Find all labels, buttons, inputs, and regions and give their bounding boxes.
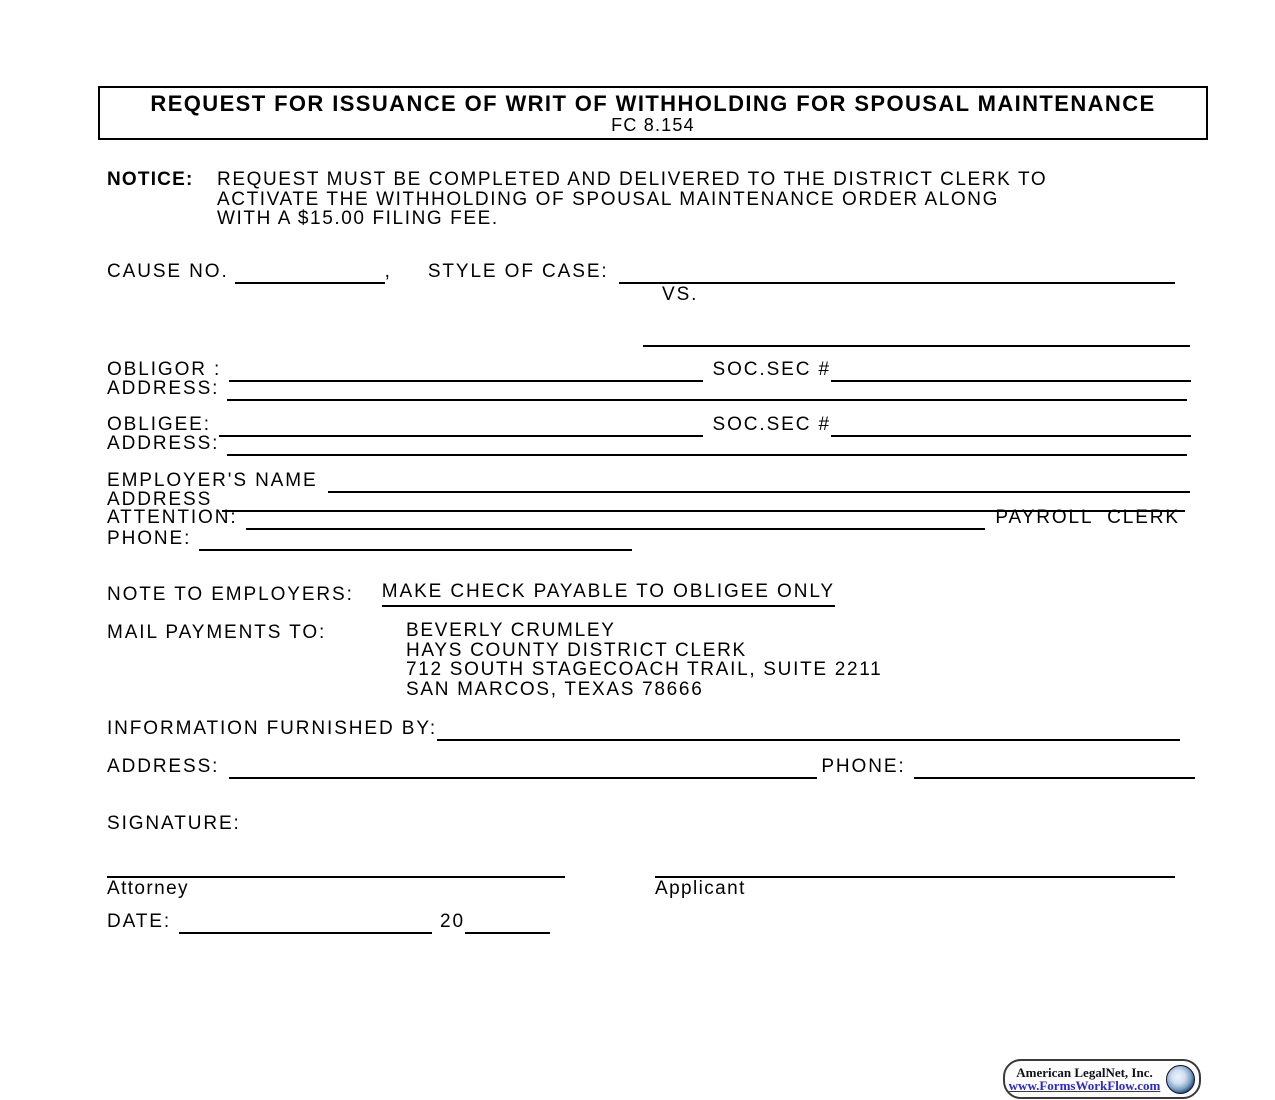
- globe-logo-icon: [1166, 1065, 1195, 1094]
- furnished-by-row: [107, 717, 1180, 741]
- obligor-address-field[interactable]: [227, 375, 1187, 401]
- furnished-address-label: ADDRESS:: [107, 756, 220, 777]
- date-field[interactable]: [179, 908, 432, 934]
- year-field[interactable]: [465, 908, 550, 934]
- note-to-employers-row: [107, 583, 835, 607]
- obligor-ssn-label: SOC.SEC #: [712, 359, 831, 380]
- mail-payments-line-1: BEVERLY CRUMLEY: [406, 620, 616, 641]
- make-check-payable-text: MAKE CHECK PAYABLE TO OBLIGEE ONLY: [382, 580, 835, 607]
- cause-no-label: CAUSE NO.: [107, 261, 229, 282]
- mail-payments-label: MAIL PAYMENTS TO:: [107, 622, 327, 643]
- furnished-address-phone-row: [107, 755, 1195, 779]
- obligor-address-row: [107, 377, 1187, 401]
- legalnet-badge-text: [1009, 1066, 1161, 1092]
- form-title: REQUEST FOR ISSUANCE OF WRIT OF WITHHOLDING FOR SPOUSAL MAINTENANCE: [150, 91, 1156, 116]
- vs-label: VS.: [662, 284, 699, 305]
- mail-payments-line-3: 712 SOUTH STAGECOACH TRAIL, SUITE 2211: [406, 659, 883, 680]
- furnished-by-label: INFORMATION FURNISHED BY:: [107, 718, 438, 739]
- obligee-label: OBLIGEE:: [107, 414, 211, 435]
- notice-text: [217, 170, 1047, 229]
- cause-style-row: [107, 260, 1175, 284]
- legalnet-badge: [1003, 1059, 1201, 1099]
- notice-block: [107, 170, 1197, 229]
- employer-name-label: EMPLOYER'S NAME: [107, 470, 318, 491]
- employer-phone-label: PHONE:: [107, 528, 192, 549]
- formsworkflow-link[interactable]: www.FormsWorkFlow.com: [1008, 1078, 1161, 1093]
- furnished-address-field[interactable]: [229, 753, 817, 779]
- attorney-signature-line[interactable]: [107, 852, 565, 878]
- attention-label: ATTENTION:: [107, 507, 238, 528]
- obligee-address-label: ADDRESS:: [107, 433, 220, 454]
- obligee-ssn-label: SOC.SEC #: [712, 414, 831, 435]
- date-row: [107, 910, 550, 934]
- furnished-phone-field[interactable]: [914, 753, 1195, 779]
- obligor-address-label: ADDRESS:: [107, 378, 220, 399]
- note-to-employers-label: NOTE TO EMPLOYERS:: [107, 584, 354, 605]
- notice-line-3: WITH A $15.00 FILING FEE.: [217, 208, 499, 229]
- mail-payments-line-2: HAYS COUNTY DISTRICT CLERK: [406, 639, 747, 661]
- employer-phone-field[interactable]: [199, 525, 632, 551]
- style-of-case-field-2[interactable]: [643, 321, 1190, 347]
- attorney-label: Attorney: [107, 878, 189, 899]
- style-of-case-field[interactable]: [619, 258, 1175, 284]
- mail-payments-address: [406, 621, 882, 699]
- applicant-label: Applicant: [655, 878, 746, 899]
- legalnet-company-name: American LegalNet, Inc.: [1016, 1065, 1153, 1080]
- employer-phone-row: [107, 527, 632, 551]
- notice-line-1: REQUEST MUST BE COMPLETED AND DELIVERED TO THE DISTRICT CLERK TO: [217, 169, 1048, 190]
- cause-no-field[interactable]: [235, 258, 385, 284]
- form-number: FC 8.154: [611, 115, 695, 135]
- furnished-phone-label: PHONE:: [821, 756, 906, 777]
- applicant-signature-line[interactable]: [655, 852, 1175, 878]
- notice-label: NOTICE:: [107, 169, 194, 190]
- title-box: [98, 86, 1208, 140]
- employer-address-label: ADDRESS: [107, 489, 213, 510]
- obligee-address-field[interactable]: [227, 430, 1187, 456]
- mail-payments-block: [107, 621, 882, 699]
- payroll-clerk-label: PAYROLL CLERK: [995, 507, 1180, 528]
- comma: ,: [384, 261, 392, 282]
- signature-label: SIGNATURE:: [107, 813, 241, 834]
- mail-payments-line-4: SAN MARCOS, TEXAS 78666: [406, 678, 704, 700]
- year-prefix: 20: [440, 911, 465, 932]
- style-of-case-label: STYLE OF CASE:: [427, 261, 609, 282]
- date-label: DATE:: [107, 911, 172, 932]
- furnished-by-field[interactable]: [437, 715, 1180, 741]
- notice-line-2: ACTIVATE THE WITHHOLDING OF SPOUSAL MAINTENANCE ORDER ALONG: [217, 188, 1000, 210]
- obligor-label: OBLIGOR :: [107, 359, 222, 380]
- obligee-address-row: [107, 432, 1187, 456]
